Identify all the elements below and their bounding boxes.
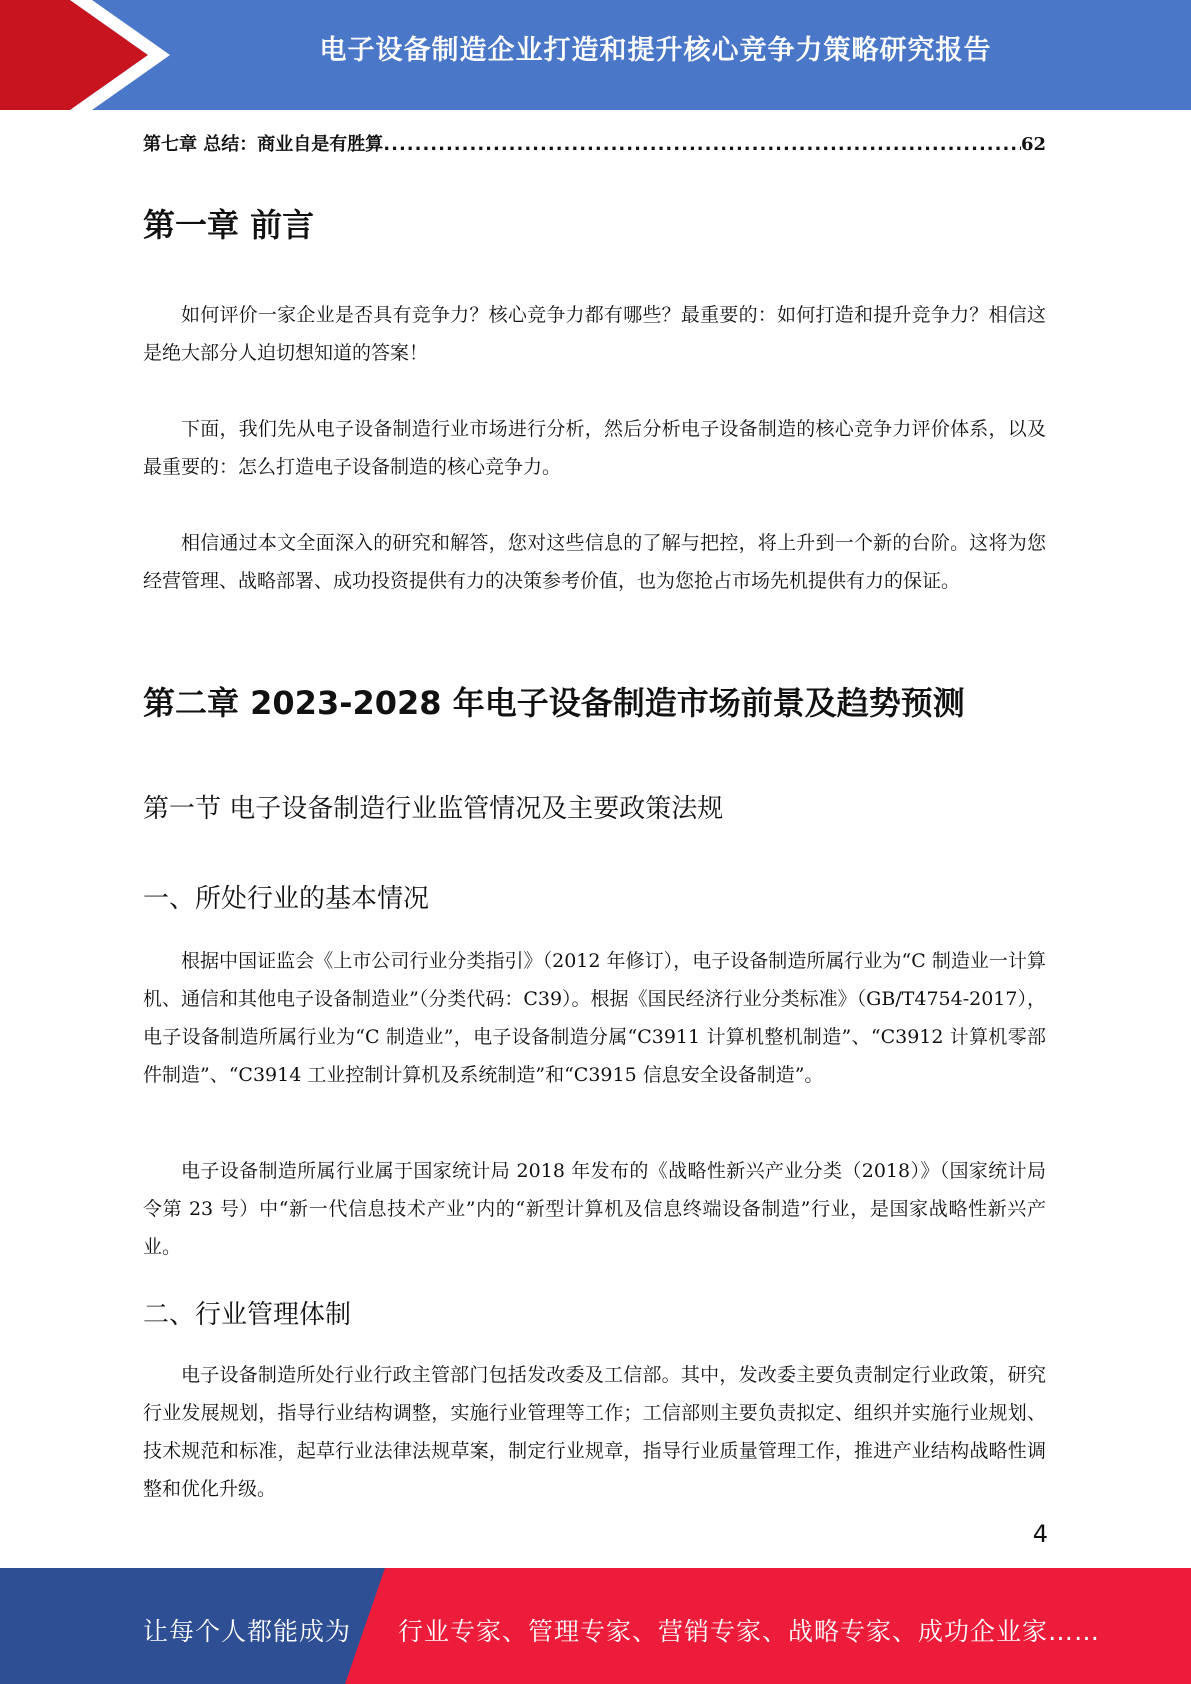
page-footer (0, 1568, 1191, 1684)
toc-entry-title: 第七章 总结：商业自是有胜算 (143, 134, 384, 155)
section1-block (143, 788, 1046, 825)
subsection1-body (143, 942, 1046, 1094)
subsection1-paragraph: 根据中国证监会《上市公司行业分类指引》（2012 年修订），电子设备制造所属行业为“C 制造业一计算机、通信和其他电子设备制造业”（分类代码：C39）。根据《国民经济行业分类标准》（GB/T4754-2017），电子设备制造所属行业为“C 制造业”，电子设备制造分属“C3911 计算机整机制造”、“C3912 计算机零部件制造”、“C3914 工业控制计算机及系统制造”和“C3915 信息安全设备制造”。 (143, 950, 1046, 1086)
chapter1-body (143, 410, 1046, 486)
footer-slogan-left: 让每个人都能成为 (143, 1617, 352, 1646)
chapter1-block (143, 200, 1046, 246)
chapter1-body (143, 296, 1046, 372)
subsection1-body (143, 1152, 1046, 1266)
chapter1-paragraph: 如何评价一家企业是否具有竞争力？核心竞争力都有哪些？最重要的：如何打造和提升竞争力？相信这是绝大部分人迫切想知道的答案！ (143, 304, 1046, 364)
page-number: 4 (1032, 1520, 1048, 1548)
chapter1-heading: 第一章 前言 (143, 206, 315, 244)
section1-heading: 第一节 电子设备制造行业监管情况及主要政策法规 (143, 794, 724, 824)
toc-entry-page: 62 (1020, 134, 1046, 155)
chapter1-body (143, 524, 1046, 600)
chapter2-heading: 第二章 2023-2028 年电子设备制造市场前景及趋势预测 (143, 684, 965, 722)
subsection2-block (143, 1294, 1046, 1331)
subsection2-body (143, 1356, 1046, 1508)
footer-slogan-right: 行业专家、管理专家、营销专家、战略专家、成功企业家…… (398, 1617, 1101, 1646)
page-header (0, 0, 1191, 110)
toc-entry[interactable] (143, 130, 1046, 156)
subsection1-heading: 一、所处行业的基本情况 (143, 884, 430, 914)
subsection2-heading: 二、行业管理体制 (143, 1300, 352, 1330)
subsection1-block (143, 878, 1046, 915)
subsection2-paragraph: 电子设备制造所处行业行政主管部门包括发改委及工信部。其中，发改委主要负责制定行业政策，研究行业发展规划，指导行业结构调整，实施行业管理等工作；工信部则主要负责拟定、组织并实施行业规划、技术规范和标准，起草行业法律法规草案，制定行业规章，指导行业质量管理工作，推进产业结构战略性调整和优化升级。 (143, 1364, 1046, 1500)
chapter1-paragraph: 相信通过本文全面深入的研究和解答，您对这些信息的了解与把控，将上升到一个新的台阶。这将为您经营管理、战略部署、成功投资提供有力的决策参考价值，也为您抢占市场先机提供有力的保证。 (143, 532, 1046, 592)
chapter1-paragraph: 下面，我们先从电子设备制造行业市场进行分析，然后分析电子设备制造的核心竞争力评价体系，以及最重要的：怎么打造电子设备制造的核心竞争力。 (143, 418, 1046, 478)
report-title: 电子设备制造企业打造和提升核心竞争力策略研究报告 (319, 35, 992, 66)
toc-leader-dots (383, 134, 1021, 155)
page-content (143, 120, 1046, 1500)
chapter2-block (143, 678, 1046, 724)
subsection1-paragraph: 电子设备制造所属行业属于国家统计局 2018 年发布的《战略性新兴产业分类（2018）》（国家统计局令第 23 号）中“新一代信息技术产业”内的“新型计算机及信息终端设备制造”行业，是国家战略性新兴产业。 (143, 1160, 1046, 1258)
